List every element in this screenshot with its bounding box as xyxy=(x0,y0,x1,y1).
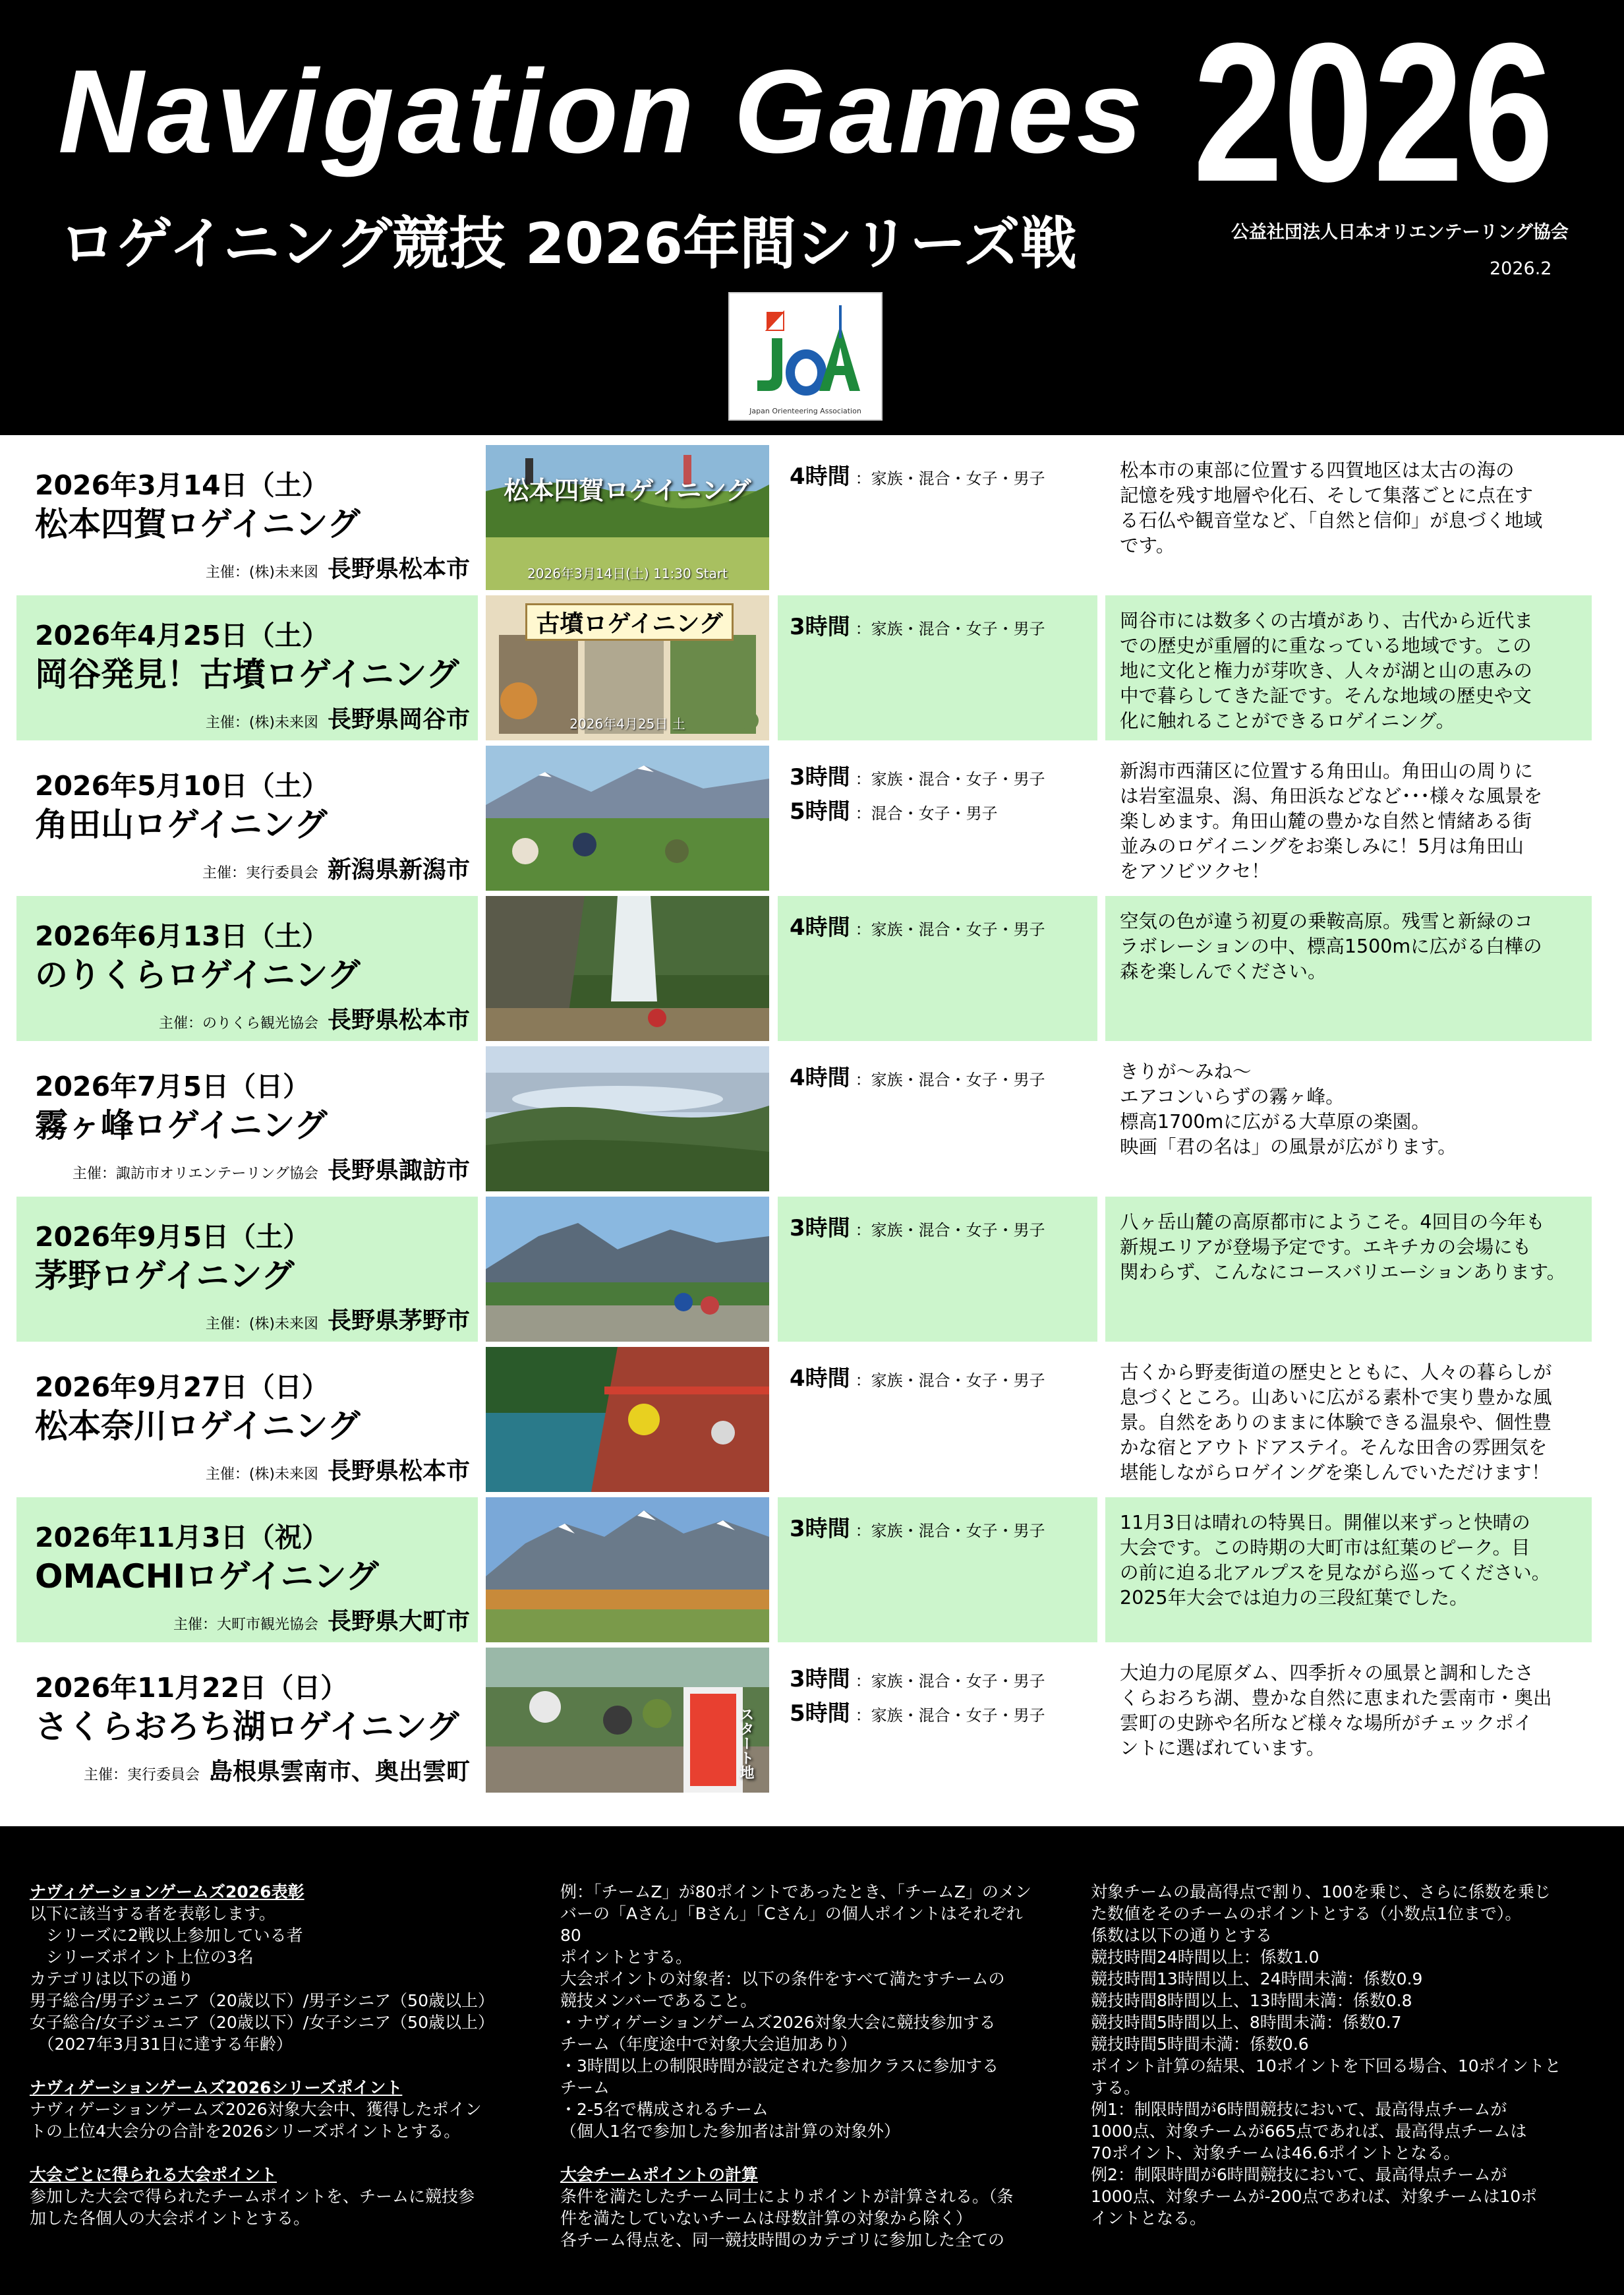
event-times xyxy=(778,595,1097,740)
duration: 3時間 xyxy=(790,614,850,640)
logo-caption: Japan Orienteering Association xyxy=(749,407,861,415)
title-japanese: ロゲイニング競技 2026年間シリーズ戦 xyxy=(59,211,1077,277)
event-description xyxy=(1105,1046,1592,1191)
event-photo xyxy=(486,595,769,740)
event-name: OMACHIロゲイニング xyxy=(35,1557,379,1595)
event-photo xyxy=(486,1197,769,1342)
event-host: 主催：諏訪市オリエンテーリング協会 xyxy=(72,1166,318,1182)
event-name: 茅野ロゲイニング xyxy=(35,1257,295,1295)
description-text: 11月3日は晴れの特異日。開催以来ずっと快晴の 大会です。この時期の大町市は紅葉のピーク。目 の前に迫る北アルプスを見ながら巡ってください。 2025年大会では迫力の三段紅葉でした。 xyxy=(1120,1512,1551,1609)
classes: ：家族・混合・女子・男子 xyxy=(855,920,1045,939)
event-description xyxy=(1105,595,1592,740)
event-organizer xyxy=(202,851,470,885)
event-name: さくらおろち湖ロゲイニング xyxy=(35,1708,459,1746)
duration: 4時間 xyxy=(790,1365,850,1392)
organization-name: 公益社団法人日本オリエンテーリング協会 xyxy=(1231,222,1569,243)
photo-title: 松本四賀ロゲイニング xyxy=(504,476,751,505)
time-class-line xyxy=(790,458,1045,491)
classes: ：家族・混合・女子・男子 xyxy=(855,1371,1045,1390)
classes: ：家族・混合・女子・男子 xyxy=(855,1706,1045,1725)
joa-logo xyxy=(728,292,883,421)
footer-column-3 xyxy=(1091,1859,1565,2229)
event-row xyxy=(16,896,1592,1041)
time-class-line xyxy=(790,793,998,825)
event-description xyxy=(1105,896,1592,1041)
event-times xyxy=(778,445,1097,590)
event-row xyxy=(16,445,1592,590)
section-heading: 大会ごとに得られる大会ポイント xyxy=(30,2165,277,2184)
event-info xyxy=(16,1197,478,1342)
event-organizer xyxy=(72,1152,470,1185)
event-info xyxy=(16,1648,478,1793)
event-name: 松本四賀ロゲイニング xyxy=(35,505,361,543)
event-date: 2026年5月10日（土） xyxy=(35,770,329,802)
event-photo xyxy=(486,1497,769,1642)
time-class-line xyxy=(790,1210,1045,1242)
event-name: 角田山ロゲイニング xyxy=(35,806,328,844)
section-text: 条件を満たしたチーム同士によりポイントが計算される。（条 件を満たしていないチームは母数計算の対象から除く） 各チーム得点を、同一競技時間のカテゴリに参加した全ての xyxy=(560,2187,1014,2250)
event-organizer xyxy=(206,1452,470,1486)
section-heading: ナヴィゲーションゲームズ2026表彰 xyxy=(30,1882,304,1901)
event-name: 岡谷発見！古墳ロゲイニング xyxy=(35,655,459,694)
event-info xyxy=(16,896,478,1041)
event-organizer xyxy=(173,1603,470,1636)
event-photo xyxy=(486,445,769,590)
event-location: 新潟県新潟市 xyxy=(327,856,470,883)
event-host: 主催：(株)未来図 xyxy=(205,1466,318,1483)
event-location: 長野県諏訪市 xyxy=(327,1157,470,1184)
event-info xyxy=(16,595,478,740)
title-year: 2026 xyxy=(1193,1,1554,223)
description-text: きりが～みね～ エアコンいらずの霧ヶ峰。 標高1700mに広がる大草原の楽園。 映画「君の名は」の風景が広がります。 xyxy=(1120,1061,1457,1158)
event-info xyxy=(16,1497,478,1642)
event-host: 主催：大町市観光協会 xyxy=(173,1617,318,1633)
event-organizer xyxy=(206,1302,470,1336)
classes: ：家族・混合・女子・男子 xyxy=(855,469,1045,488)
event-location: 島根県雲南市、奥出雲町 xyxy=(208,1758,470,1785)
section-text: 対象チームの最高得点で割り、100を乗じ、さらに係数を乗じ た数値をそのチームのポイントとする（小数点1位まで）。 係数は以下の通りとする 競技時間24時間以上：係数1.0 競技時間13時間以上、24時間未満：係数0.9 競技時間8時間以上、13時間未満：係数0.8 競技時間5時間以上、8時間未満：係数0.7 競技時間5時間未満：係数0.6 ポイント計算の結果、10ポイントを下回る場合、10ポイントと する。 例1：制限時間が6時間競技において、最高得点チームが 1000点、対象チームが665点であれば、最高得点チームは 70ポイント、対象チームは46.6ポイントとなる。 例2：制限時間が6時間競技において、最高得点チームが 1000点、対象チームが-200点であれば、対象チームは10ポ イントとなる。 xyxy=(1091,1882,1561,2228)
event-photo xyxy=(486,1648,769,1793)
section-text: 例：「チームZ」が80ポイントであったとき、「チームZ」のメン バーの「Aさん」「Bさん」「Cさん」の個人ポイントはそれぞれ80 ポイントとする。 大会ポイントの対象者：以下の条件をすべて満たすチームの 競技メンバーであること。 ・ナヴィゲーションゲームズ2026対象大会に競技参加する チーム（年度途中で対象大会追加あり） ・3時間以上の制限時間が設定された参加クラスに参加する チーム ・2-5名で構成されるチーム （個人1名で参加した参加者は計算の対象外） xyxy=(560,1882,1031,2141)
event-organizer xyxy=(206,551,470,584)
time-class-line xyxy=(790,1059,1045,1092)
photo-subtitle: 2026年4月25日 土 xyxy=(569,716,685,732)
photo-title: スタート地 xyxy=(738,1707,754,1779)
event-photo xyxy=(486,746,769,891)
time-class-line xyxy=(790,909,1045,941)
duration: 3時間 xyxy=(790,764,850,790)
event-row xyxy=(16,1197,1592,1342)
classes: ：家族・混合・女子・男子 xyxy=(855,770,1045,789)
event-info xyxy=(16,746,478,891)
duration: 5時間 xyxy=(790,1700,850,1727)
time-class-line xyxy=(790,609,1045,641)
event-times xyxy=(778,746,1097,891)
event-description xyxy=(1105,746,1592,891)
description-text: 新潟市西蒲区に位置する角田山。角田山の周りに は岩室温泉、潟、角田浜などなど･･･様々な風景を 楽しめます。角田山麓の豊かな自然と情緒ある街 並みのロゲイニングをお楽しみに！5月は角田山 をアソビツクセ！ xyxy=(1120,760,1543,882)
time-class-line xyxy=(790,1360,1045,1392)
header xyxy=(0,0,1624,435)
duration: 3時間 xyxy=(790,1215,850,1241)
description-text: 松本市の東部に位置する四賀地区は太古の海の 記憶を残す地層や化石、そして集落ごとに点在す る石仏や観音堂など、「自然と信仰」が息づく地域 です。 xyxy=(1120,460,1543,556)
classes: ：家族・混合・女子・男子 xyxy=(855,1071,1045,1089)
event-host: 主催：(株)未来図 xyxy=(205,715,318,731)
event-host: 主催：(株)未来図 xyxy=(205,1316,318,1332)
event-row xyxy=(16,1648,1592,1793)
duration: 5時間 xyxy=(790,798,850,825)
event-times xyxy=(778,1497,1097,1642)
footer-column-1 xyxy=(30,1859,504,2229)
event-date: 2026年9月27日（日） xyxy=(35,1371,329,1403)
footer-column-2 xyxy=(560,1859,1035,2251)
section-text: ナヴィゲーションゲームズ2026対象大会中、獲得したポイン トの上位4大会分の合計を2026シリーズポイントとする。 xyxy=(30,2100,482,2141)
event-photo xyxy=(486,1046,769,1191)
time-class-line xyxy=(790,1695,1045,1727)
event-times xyxy=(778,1046,1097,1191)
event-name: のりくらロゲイニング xyxy=(35,956,361,994)
event-times xyxy=(778,1347,1097,1492)
description-text: 古くから野麦街道の歴史とともに、人々の暮らしが 息づくところ。山あいに広がる素朴で実り豊かな風 景。自然をありのままに体験できる温泉や、個性豊 かな宿とアウトドアステイ。そんな田舎の雰囲気を 堪能しながらロゲイングを楽しんでいただけます！ xyxy=(1120,1361,1552,1483)
event-location: 長野県岡谷市 xyxy=(327,706,470,733)
duration: 3時間 xyxy=(790,1516,850,1542)
classes: ：家族・混合・女子・男子 xyxy=(855,1221,1045,1239)
event-location: 長野県茅野市 xyxy=(327,1307,470,1334)
time-class-line xyxy=(790,759,1045,791)
event-location: 長野県松本市 xyxy=(327,1007,470,1034)
event-organizer xyxy=(84,1753,470,1787)
footer-rules xyxy=(0,1826,1624,2295)
event-times xyxy=(778,1648,1097,1793)
event-row xyxy=(16,746,1592,891)
event-name: 霧ヶ峰ロゲイニング xyxy=(35,1106,328,1145)
event-description xyxy=(1105,1197,1592,1342)
section-heading: 大会チームポイントの計算 xyxy=(560,2165,759,2184)
time-class-line xyxy=(790,1510,1045,1543)
description-text: 大迫力の尾原ダム、四季折々の風景と調和したさ くらおろち湖、豊かな自然に恵まれた雲南市・奥出 雲町の史跡や名所など様々な場所がチェックポイ ントに選ばれています。 xyxy=(1120,1662,1552,1759)
description-text: 八ヶ岳山麓の高原都市にようこそ。4回目の今年も 新規エリアが登場予定です。エキチカの会場にも 関わらず、こんなにコースバリエーションあります。 xyxy=(1120,1211,1566,1283)
event-date: 2026年9月5日（土） xyxy=(35,1221,310,1253)
classes: ：家族・混合・女子・男子 xyxy=(855,1672,1045,1690)
event-organizer xyxy=(159,1001,470,1035)
title-english: Navigation Games xyxy=(58,45,1146,178)
duration: 4時間 xyxy=(790,914,850,941)
event-location: 長野県大町市 xyxy=(327,1608,470,1635)
event-host: 主催：実行委員会 xyxy=(83,1767,200,1783)
event-host: 主催：(株)未来図 xyxy=(205,564,318,581)
event-row xyxy=(16,1046,1592,1191)
section-heading: ナヴィゲーションゲームズ2026シリーズポイント xyxy=(30,2078,403,2097)
event-description xyxy=(1105,445,1592,590)
section-text: 以下に該当する者を表彰します。 シリーズに2戦以上参加している者 シリーズポイント上位の3名 カテゴリは以下の通り 男子総合/男子ジュニア（20歳以下）/男子シニア（50歳以上） 女子総合/女子ジュニア（20歳以下）/女子シニア（50歳以上） （2027年3月31日に達する年齢） xyxy=(30,1904,494,2054)
event-location: 長野県松本市 xyxy=(327,556,470,583)
event-photo xyxy=(486,1347,769,1492)
photo-title: 古墳ロゲイニング xyxy=(525,603,734,641)
description-text: 岡谷市には数多くの古墳があり、古代から近代ま での歴史が重層的に重なっている地域です。この 地に文化と権力が芽吹き、人々が湖と山の恵みの 中で暮らしてきた証です。そんな地域の歴史や文 化に触れることができるロゲイニング。 xyxy=(1120,610,1534,732)
classes: ：家族・混合・女子・男子 xyxy=(855,1522,1045,1540)
description-text: 空気の色が違う初夏の乗鞍高原。残雪と新緑のコ ラボレーションの中、標高1500mに広がる白樺の 森を楽しんでください。 xyxy=(1120,910,1542,982)
event-times xyxy=(778,1197,1097,1342)
event-location: 長野県松本市 xyxy=(327,1458,470,1485)
event-date: 2026年4月25日（土） xyxy=(35,620,329,651)
event-organizer xyxy=(206,701,470,734)
duration: 4時間 xyxy=(790,463,850,490)
duration: 4時間 xyxy=(790,1065,850,1091)
duration: 3時間 xyxy=(790,1666,850,1692)
event-times xyxy=(778,896,1097,1041)
event-description xyxy=(1105,1648,1592,1793)
event-row xyxy=(16,595,1592,740)
event-info xyxy=(16,445,478,590)
event-photo xyxy=(486,896,769,1041)
event-date: 2026年7月5日（日） xyxy=(35,1071,310,1102)
classes: ：混合・女子・男子 xyxy=(855,804,998,823)
time-class-line xyxy=(790,1661,1045,1693)
publication-date: 2026.2 xyxy=(1490,258,1552,279)
event-date: 2026年3月14日（土） xyxy=(35,469,329,501)
event-info xyxy=(16,1347,478,1492)
event-host: 主催：のりくら観光協会 xyxy=(158,1015,318,1032)
event-name: 松本奈川ロゲイニング xyxy=(35,1407,361,1445)
section-text: 参加した大会で得られたチームポイントを、チームに競技参 加した各個人の大会ポイントとする。 xyxy=(30,2187,475,2228)
event-row xyxy=(16,1347,1592,1492)
event-host: 主催：実行委員会 xyxy=(202,865,318,881)
event-date: 2026年11月3日（祝） xyxy=(35,1522,329,1553)
joa-logo-icon xyxy=(728,292,883,421)
event-row xyxy=(16,1497,1592,1642)
event-description xyxy=(1105,1347,1592,1492)
event-date: 2026年6月13日（土） xyxy=(35,920,329,952)
event-date: 2026年11月22日（日） xyxy=(35,1672,348,1704)
event-description xyxy=(1105,1497,1592,1642)
classes: ：家族・混合・女子・男子 xyxy=(855,620,1045,638)
photo-subtitle: 2026年3月14日(土) 11:30 Start xyxy=(527,566,728,581)
event-info xyxy=(16,1046,478,1191)
event-list xyxy=(0,435,1624,1826)
